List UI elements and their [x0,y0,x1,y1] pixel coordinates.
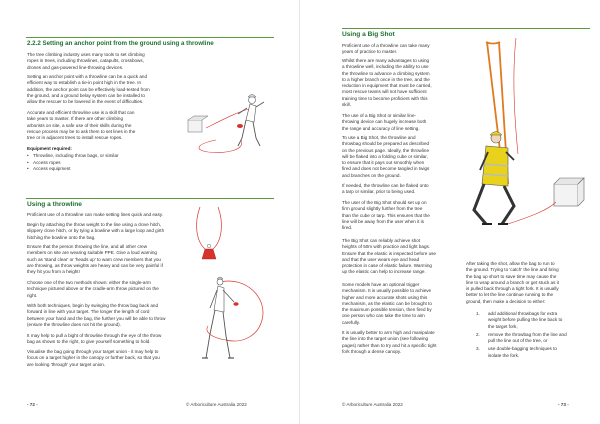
equipment-heading: Equipment required: [27,146,72,151]
throwline-thrower-illustration [186,80,276,160]
equipment-list [27,153,119,173]
page-number: - 73 - [558,402,569,407]
paragraph-throwline-efficiency: Setting an anchor point with a throwline can be a quick and efficient way to establish a tie-in point high in the tree. In addition, the anchor point can be effectively load-tested from the ground, and a ground belay system can be installed to allow the rescuer to be lowered in the event of difficulties. [27,74,150,105]
options-list [476,311,567,359]
big-shot-p2: Whilst there are many advantages to using a throwline well, including the ability to use the throwline to advance a climbing system to a higher branch once in the tree, and the reduction in equipment that must be carried, most rescue teams will not have sufficient training time to become proficient with this skill. [342,58,432,108]
list-item: 1. add additional throwbags for extra weight before pulling the line back to the target fork, [476,311,563,329]
using-paragraph-visualise: Visualise the bag going through your target union - it may help to focus on a target higher in the canopy or further back, so that you are looking 'through' your target union. [27,349,160,367]
section-rule [342,28,590,29]
paragraph-skill: Accurate and efficient throwline use is a skill that can take years to master. If there are other climbing arborists on site, a safe use of their skills during the rescue process may be to ask them to set lines in the tree or in adjacent trees to install rescue ropes. [27,110,136,141]
page-number: - 72 - [27,402,38,407]
using-paragraph-swing: With both techniques, begin by swinging the throw bag back and forward in line with your target. The longer the length of cord between your hand and the bag, the further you will be able to throw (ensure the throwline does not hit the ground). [27,303,166,327]
copyright: © Arboriculture Australia 2022 [342,402,403,407]
big-shot-p3: The use of a Big Shot or similar line- throwing device can hugely increase both the range and accuracy of line setting. [342,113,427,131]
list-item: • Access ropes [27,160,119,167]
right-page [300,0,600,424]
big-shot-p4: To use a Big Shot, the throwline and throwbag should be prepared as described on the previous page. Ideally, the throwline will be flaked into a folding cube or similar, to ensure that it pays out smoothly when fired and does not become tangled in twigs and branches on the ground. [342,135,430,178]
throwbag-bight-illustration [194,205,224,261]
list-item: 2. remove the throwbag from the line and pull the line out of the tree, or [476,331,567,344]
cradle-throw-illustration [176,262,276,372]
section-title: 2.2.2 Setting an anchor point from the ground using a throwline [27,40,214,47]
list-item: • Access equipment [27,166,119,173]
using-paragraph-attach: Begin by attaching the throw weight to the line using a clove hitch, slippery clove hitch, or by tying a bowline with a large loop and girth hitching the bowline onto the bag. [27,222,165,240]
intro-paragraph: The tree climbing industry uses many tools to set climbing ropes in trees, including throwlines, catapults, crossbows, drones and gas-powered line-throwing devices. [27,52,145,70]
big-shot-title: Using a Big Shot [342,31,395,38]
big-shot-p9: It is usually better to arm high and manipulate the line into the target union (see following pages) rather than to try and hit a specific tight fork through a dense canopy. [342,330,437,354]
big-shot-p1: Proficient use of a throwline can take many years of practice to master. [342,43,430,55]
copyright: © Arboriculture Australia 2022 [186,402,247,407]
section-rule [26,37,274,38]
list-item: 3. use double-bagging techniques to isolate the fork. [476,346,557,358]
using-intro: Proficient use of a throwline can make setting lines quick and easy. [27,212,164,217]
big-shot-p7: The Big Shot can reliably achieve shot heights of 50m with practice and light bags. Ensure that the elastic is inspected before use and that the user wears eye and head protection in case of elastic failure. Warming up the elastic can help to increase range. [342,238,436,275]
using-throwline-title: Using a throwline [27,201,82,208]
list-item: • Throwline, including throw bags, or similar [27,153,119,160]
using-paragraph-methods: Choose one of the two methods shown: either the single-arm technique pictured above or the cradle-arm throw pictured on the right. [27,280,159,298]
after-shot-paragraph: After taking the shot, allow the bag to run to the ground. Trying to 'catch' the line and bring the bag up short to save time may cause the line to wrap around a branch or get stuck as it is pulled back through a tight fork. It is usually better to let the line continue running to the ground, then make a decision to either: [466,261,559,304]
big-shot-p5: If needed, the throwline can be flaked onto a tarp or similar, prior to being used. [342,183,429,195]
big-shot-p6: The user of the Big Shot should set up on firm ground slightly further from the tree than the cube or tarp. This ensures that the line will be away from the user when it is fired. [342,200,430,231]
big-shot-user-illustration [456,34,588,246]
using-paragraph-bight: It may help to pull a bight of throwline through the eye of the throw bag as shown to the right, to give yourself something to hold. [27,333,162,345]
using-paragraph-ppe: Ensure that the person throwing the line, and all other crew members on site are wearing suitable PPE. Give a loud warning such as 'stand clear' or 'heads up' to warn crew members that you are throwing, as throw weights are heavy and can be very painful if they hit you from a height! [27,244,163,275]
section-rule [26,198,274,199]
big-shot-p8: Some models have an optional trigger mechanism. It is usually possible to achieve higher and more accurate shots using this mechanism, as the elastic can be brought to the maximum possible tension, then fired by one person who can take the time to aim carefully. [342,282,432,325]
